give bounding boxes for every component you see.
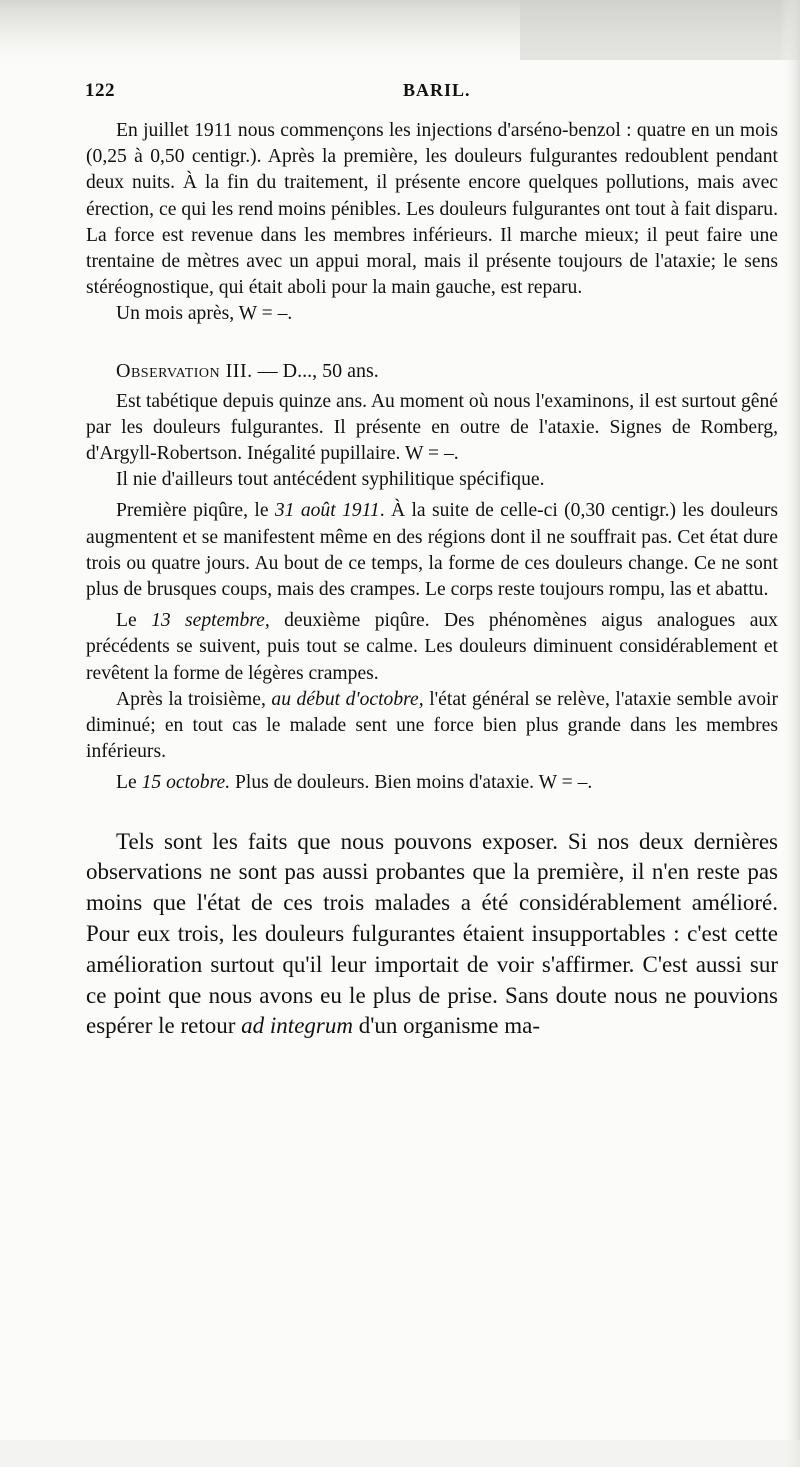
- conclusion-section: [86, 827, 778, 1043]
- text-span: Le: [116, 772, 142, 794]
- text-span: Première piqûre, le: [116, 500, 275, 522]
- date-third-injection: au début d'octobre,: [271, 688, 424, 710]
- text-span: deuxième piqûre. Des phénomènes aigus analogues aux précédents se suivent, puis tout se calme. Les douleurs diminuent considérablement et revêtent la forme de légères crampes.: [86, 610, 778, 684]
- observation-iii-text: [86, 389, 778, 797]
- paragraph-denies: Il nie d'ailleurs tout antécédent syphilitique spécifique.: [116, 469, 545, 491]
- paragraph-third-injection: [86, 687, 778, 766]
- text-span: Le: [116, 610, 152, 632]
- text-span: Tels sont les faits que nous pouvons exposer. Si nos deux dernières observations ne sont pas aussi probantes que la première, il n'en reste pas moins que l'état de ces trois malades a été considérablement amélioré. Pour eux trois, les douleurs fulgurantes étaient insupportables : c'est cette amélioration surtout qu'il leur importait de voir s'affirmer. C'est aussi sur ce point que nous avons eu le plus de prise. Sans doute nous ne pouvions espérer le retour: [86, 828, 778, 1039]
- text-span: l'état général se relève, l'ataxie semble avoir diminué; en tout cas le malade sent une force bien plus grande dans les membres inférieurs.: [86, 688, 779, 763]
- paragraph-second-injection: [86, 608, 778, 687]
- text-span: d'un organisme ma-: [352, 1013, 541, 1039]
- paragraph-tabetic: Est tabétique depuis quinze ans. Au moment où nous l'examinons, il est surtout gêné par les douleurs fulgurantes. Il présente en outre de l'ataxie. Signes de Romberg, d'Argyll-Robertson. Inégalité pupillaire. W = –.: [86, 390, 778, 465]
- page-body: [86, 118, 778, 1042]
- observation-ii-continuation: [86, 118, 778, 328]
- observation-label: Observation III.: [116, 359, 253, 382]
- paragraph-month-after: Un mois après, W = –.: [116, 303, 293, 325]
- date-october: 15 octobre.: [141, 772, 231, 794]
- paragraph-treatment: En juillet 1911 nous commençons les injections d'arséno-benzol : quatre en un mois (0,25 à 0,50 centigr.). Après la première, les douleurs fulgurantes redoublent pendant deux nuits. À la fin du traitement, il présente encore quelques pollutions, mais avec érection, ce qui les rend moins pénibles. Les douleurs fulgurantes ont tout à fait disparu. La force est revenue dans les membres inférieurs. Il marche mieux; il peut faire une trentaine de mètres avec un appui moral, mais il présente toujours de l'ataxie; le sens stéréognostique, qui était aboli pour la main gauche, est reparu.: [86, 120, 778, 299]
- running-head: BARIL.: [403, 80, 471, 100]
- text-span: Plus de douleurs. Bien moins d'ataxie. W = –.: [230, 772, 593, 794]
- date-first-injection: 31 août 1911: [274, 500, 380, 522]
- text-span: . À la suite de celle-ci (0,30 centigr.) les douleurs augmentent et se manifestent même en des régions dont il ne souffrait pas. Cet état dure trois ou quatre jours. Au bout de ce temps, la forme de ces douleurs change. Ce ne sont plus de brusques coups, mais des crampes. Le corps reste toujours rompu, las et abattu.: [86, 500, 778, 601]
- page-number: 122: [85, 80, 115, 101]
- text-span: Après la troisième,: [116, 688, 272, 710]
- paragraph-october: [86, 770, 778, 796]
- date-second-injection: 13 septembre,: [151, 610, 270, 632]
- observation-iii-heading: [86, 358, 778, 384]
- page-header: [85, 80, 765, 104]
- latin-phrase: ad integrum: [241, 1013, 353, 1039]
- paragraph-conclusion: [86, 827, 778, 1043]
- observation-patient: — D..., 50 ans.: [252, 359, 379, 382]
- paragraph-first-injection: [86, 498, 778, 603]
